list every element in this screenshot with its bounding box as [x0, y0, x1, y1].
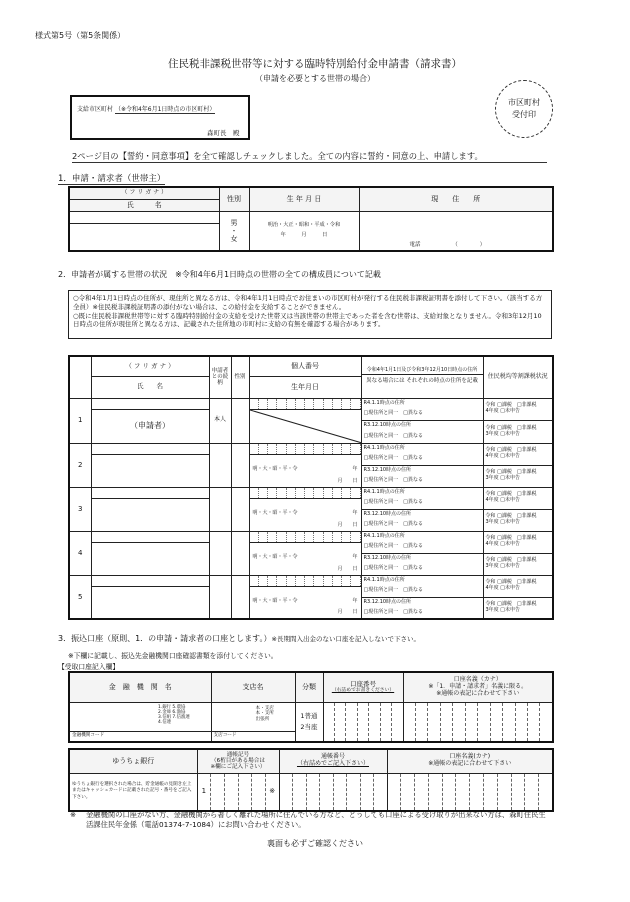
household-row	[69, 575, 553, 586]
section2-heading: 2．申請者が属する世帯の状況 ※令和4年6月1日時点の世帯の全ての構成員について記載	[58, 270, 381, 279]
applicant-name-field[interactable]	[69, 223, 219, 251]
stamp-line-2: 受付印	[512, 110, 536, 119]
account-holder-label	[403, 672, 553, 702]
r3-same-diff-check[interactable]: □現住所と同一 □異なる	[361, 476, 483, 487]
member-mynumber-field[interactable]	[249, 575, 361, 586]
yucho-symbol-note-1: （6桁目がある場合は	[211, 758, 265, 765]
municipality-name-field[interactable]	[76, 115, 246, 127]
member-birth-field[interactable]: 明・大・昭・平・令 年 月 日	[249, 498, 361, 531]
notice-2: ○既に住民税非課税世帯等に対する臨時特別給付金の支給を受けた世帯又は当該世帯の世帯主であった者を含む世帯は、支給対象となりません。令和3年12月10日時点の住所が現住所と異なる方は、記載された住所地の市町村に支給の有無を確認する場合があります。	[73, 311, 542, 329]
r3-address-label: R3.12.10時点の住所	[361, 465, 483, 476]
row-number-header	[69, 356, 91, 398]
form-number: 様式第5号（第5条関係）	[35, 31, 126, 40]
tax-r4-field[interactable]: 令和 □課税 □非課税 4年度 □未申告	[483, 443, 553, 465]
branch-name-label: 支店名	[211, 672, 295, 702]
r3-same-diff-check[interactable]: □現住所と同一 □異なる	[361, 564, 483, 575]
prior-address-header	[361, 356, 483, 398]
male-option[interactable]: 男	[230, 218, 238, 227]
phone-label: 電話	[409, 241, 421, 248]
r4-address-label: R4.1.1時点の住所	[361, 531, 483, 542]
consent-statement: 2ページ目の【誓約・同意事項】を全て確認しチェックしました。全ての内容に誓約・同意の上、申請します。	[72, 150, 547, 163]
r3-same-diff-check[interactable]: □現住所と同一 □異なる	[361, 520, 483, 531]
member-gender-field[interactable]	[231, 575, 249, 619]
tax-r3-field[interactable]: 令和 □課税 □非課税 3年度 □未申告	[483, 420, 553, 443]
type-current[interactable]: 2当座	[300, 722, 318, 731]
household-table	[68, 355, 554, 620]
r4-address-label: R4.1.1時点の住所	[361, 398, 483, 409]
applicant-marker: （申請者）	[130, 421, 170, 431]
address-label: 現 住 所	[359, 187, 553, 211]
phone-paren: （ ）	[452, 241, 486, 248]
tax-r4-field[interactable]: 令和 □課税 □非課税 4年度 □未申告	[483, 531, 553, 553]
applicant-name-label: 氏 名	[69, 199, 219, 211]
yucho-symbol-label	[197, 749, 279, 773]
account-number-title: 口座番号	[350, 679, 376, 688]
member-gender-field[interactable]	[231, 443, 249, 487]
member-furigana-field[interactable]	[91, 443, 209, 454]
bank-table	[68, 671, 554, 743]
r4-address-label: R4.1.1時点の住所	[361, 443, 483, 454]
applicant-furigana-field[interactable]	[69, 211, 219, 223]
yucho-symbol-field[interactable]	[197, 773, 279, 811]
yucho-holder-note: ※通帳の表記に合わせて下さい	[428, 760, 512, 768]
member-mynumber-field[interactable]	[249, 398, 361, 409]
household-row-number: 5	[69, 575, 91, 619]
member-mynumber-field[interactable]	[249, 487, 361, 498]
applicant-table	[68, 186, 554, 252]
r3-same-diff-check[interactable]: □現住所と同一 □異なる	[361, 608, 483, 619]
yucho-number-field[interactable]	[279, 773, 387, 811]
tax-r3-field[interactable]: 令和 □課税 □非課税 3年度 □未申告	[483, 509, 553, 531]
yucho-number-note: （右詰めでご記入下さい）	[296, 760, 369, 768]
yucho-holder-field[interactable]	[387, 773, 553, 811]
household-row-number: 2	[69, 443, 91, 487]
account-holder-title: 口座名義（カナ）	[453, 675, 502, 683]
prior-address-diff: 異なる場合には それぞれの時点の住所を記載	[366, 378, 478, 385]
account-holder-note-1: ※「1．申請・請求者」名義に限る。	[428, 682, 528, 690]
household-birth-header: 生年月日	[249, 376, 361, 398]
r3-address-label: R3.12.10時点の住所	[361, 597, 483, 608]
section3-title-note: ※長期間入出金のない口座を記入しないで下さい。	[271, 635, 420, 643]
footer-note-mark: ※	[70, 810, 77, 819]
female-option[interactable]: 女	[230, 234, 238, 243]
birthdate-field[interactable]	[249, 211, 359, 251]
yucho-symbol-note-2: ※欄にご記入下さい）	[210, 764, 266, 771]
page-subtitle: （申請を必要とする世帯の場合）	[255, 74, 375, 83]
yucho-number-label	[279, 749, 387, 773]
household-row	[69, 531, 553, 542]
relation-header: 申請者との続柄	[209, 356, 231, 398]
prior-address-title: 令和4年1月1日及び令和3年12月10日時点の住所	[362, 367, 483, 376]
yucho-holder-title: 口座名義(カナ)	[449, 753, 491, 761]
mynumber-header: 個人番号	[249, 356, 361, 376]
page-title: 住民税非課税世帯等に対する臨時特別給付金申請書（請求書）	[168, 58, 462, 70]
member-relation-field[interactable]	[209, 487, 231, 531]
household-notice	[68, 290, 552, 339]
member-mynumber-field[interactable]	[249, 443, 361, 454]
branch-name-field[interactable]: 本・支店 本・支所 出張所	[211, 702, 295, 731]
birth-eras: 明治・大正・昭和・平成・令和	[267, 221, 341, 228]
account-type-field[interactable]	[295, 702, 323, 742]
address-field[interactable]	[359, 211, 553, 251]
household-row-number: 4	[69, 531, 91, 575]
notice-1: ○令和4年1月1日時点の住所が、現住所と異なる方は、令和4年1月1日時点でお住まいの市区町村が発行する住民税非課税証明書を添付して下さい。（該当する方全員）※住民税非課税証明書の添付がない場合は、この給付金を支給することができません。	[73, 294, 543, 311]
member-gender-field[interactable]	[231, 531, 249, 575]
yucho-symbol-extra-digit[interactable]: ※	[269, 787, 276, 796]
gender-field[interactable]	[219, 211, 249, 251]
account-subheading: 【受取口座記入欄】	[58, 663, 120, 671]
member-birth-field[interactable]: 明・大・昭・平・令 年 月 日	[249, 454, 361, 487]
account-number-field[interactable]	[323, 702, 403, 742]
birth-not-required-diagonal	[250, 410, 362, 443]
member-name-field[interactable]	[91, 498, 209, 531]
section1-heading: 1．申請・請求者（世帯主）	[58, 174, 166, 184]
account-holder-note-2: ※通帳の表記に合わせて下さい	[436, 689, 520, 697]
yucho-description: ゆうちょ銀行を選択された場合は、貯金通帳の見開き左上またはキャッシュカードに記載された記号・番号をご記入下さい。	[69, 773, 197, 811]
tax-r4-field[interactable]: 令和 □課税 □非課税 4年度 □未申告	[483, 575, 553, 597]
account-number-note: （右詰めでお書きください）	[331, 688, 395, 694]
household-row-number: 3	[69, 487, 91, 531]
member-birth-field[interactable]: 明・大・昭・平・令 年 月 日	[249, 542, 361, 575]
household-furigana-header: （ フ リ ガ ナ ）	[91, 356, 209, 376]
r3-same-diff-check[interactable]: □現住所と同一 □異なる	[361, 432, 483, 443]
yucho-table	[68, 748, 554, 812]
branch-code-field[interactable]: 支店コード	[211, 731, 295, 741]
r4-address-label: R4.1.1時点の住所	[361, 487, 483, 498]
reception-stamp	[495, 80, 553, 138]
member-birth-field[interactable]	[249, 409, 361, 443]
household-name-header: 氏 名	[91, 376, 209, 398]
yucho-bank-label: ゆうちょ銀行	[69, 749, 197, 773]
section3-title: 3．振込口座（原則、1．の申請・請求者の口座とします。）	[58, 634, 272, 643]
yucho-holder-label	[387, 749, 553, 773]
member-furigana-field[interactable]	[91, 575, 209, 586]
tax-r4-field[interactable]: 令和 □課税 □非課税 4年度 □未申告	[483, 398, 553, 420]
member-furigana-field[interactable]	[91, 531, 209, 542]
household-row	[69, 487, 553, 498]
r4-address-label: R4.1.1時点の住所	[361, 575, 483, 586]
municipality-note: （※令和4年6月1日時点の市区町村）	[114, 106, 216, 113]
member-name-field[interactable]	[91, 542, 209, 575]
household-row	[69, 398, 553, 409]
household-gender-header: 性別	[231, 356, 249, 398]
municipality-label: 支給市区町村	[77, 106, 114, 113]
tax-r3-field[interactable]: 令和 □課税 □非課税 3年度 □未申告	[483, 465, 553, 487]
stamp-line-1: 市区町村	[508, 98, 540, 107]
member-name-field[interactable]	[91, 409, 209, 443]
yucho-symbol-title: 通帳記号	[226, 751, 250, 758]
tax-r3-field[interactable]: 令和 □課税 □非課税 3年度 □未申告	[483, 597, 553, 619]
section3-heading	[58, 633, 420, 644]
r4-same-diff-check[interactable]: □現住所と同一 □異なる	[361, 586, 483, 597]
yucho-number-title: 通帳番号	[320, 753, 345, 761]
r4-same-diff-check[interactable]: □現住所と同一 □異なる	[361, 542, 483, 553]
member-relation-field[interactable]	[209, 398, 231, 443]
account-number-label	[323, 672, 403, 702]
r4-same-diff-check[interactable]: □現住所と同一 □異なる	[361, 454, 483, 465]
relation-self: 本人	[213, 416, 226, 424]
r3-address-label: R3.12.10時点の住所	[361, 509, 483, 520]
back-side-note: 裏面も必ずご確認ください	[267, 839, 363, 848]
member-relation-field[interactable]	[209, 575, 231, 619]
account-note: ※下欄に記載し、振込先金融機関口座確認書類を添付してください。	[68, 652, 278, 660]
member-relation-field[interactable]	[209, 531, 231, 575]
mayor-addressee: 森町長 殿	[207, 129, 240, 137]
municipality-box	[70, 95, 250, 140]
birth-ymd: 年 月 日	[280, 231, 328, 238]
member-mynumber-field[interactable]	[249, 531, 361, 542]
r4-same-diff-check[interactable]: □現住所と同一 □異なる	[361, 498, 483, 509]
member-relation-field[interactable]	[209, 443, 231, 487]
account-holder-field[interactable]	[403, 702, 553, 742]
tax-r3-field[interactable]: 令和 □課税 □非課税 3年度 □未申告	[483, 553, 553, 575]
account-type-label: 分類	[295, 672, 323, 702]
tax-r4-field[interactable]: 令和 □課税 □非課税 4年度 □未申告	[483, 487, 553, 509]
footer-note	[70, 810, 550, 830]
applicant-furigana-label: （ フ リ ガ ナ ）	[69, 187, 219, 199]
member-furigana-field[interactable]	[91, 487, 209, 498]
member-name-field[interactable]	[91, 454, 209, 487]
r3-address-label: R3.12.10時点の住所	[361, 420, 483, 432]
tax-status-header: 住民税均等割課税状況	[483, 356, 553, 398]
r3-address-label: R3.12.10時点の住所	[361, 553, 483, 564]
household-row	[69, 443, 553, 454]
type-ordinary[interactable]: 1普通	[300, 712, 318, 721]
member-birth-field[interactable]: 明・大・昭・平・令 年 月 日	[249, 586, 361, 619]
footer-note-text: 金融機関の口座がない方、金融機関から著しく離れた場所に住んでいる方など、どうしても口座による受け取りが出来ない方は、森町住民生活課住民年金係（電話01374-7-1084）にお問い合わせください。	[86, 810, 546, 830]
birthdate-label: 生 年 月 日	[249, 187, 359, 211]
gender-separator: ・	[230, 226, 238, 235]
member-furigana-field[interactable]	[91, 398, 209, 409]
bank-name-label: 金 融 機 関 名	[69, 672, 211, 702]
member-name-field[interactable]	[91, 586, 209, 619]
bank-name-field[interactable]: 1.銀行 5.農協 2.金庫 6.漁協 3.信組 7.信漁連 4.信連	[69, 702, 211, 731]
yucho-symbol-fixed-digit: 1	[198, 774, 212, 810]
member-gender-field[interactable]	[231, 487, 249, 531]
gender-label: 性別	[219, 187, 249, 211]
r4-same-diff-check[interactable]: □現住所と同一 □異なる	[361, 409, 483, 420]
household-row-number: 1	[69, 398, 91, 443]
member-gender-field[interactable]	[231, 398, 249, 443]
bank-code-field[interactable]: 金融機関コード	[69, 731, 211, 741]
